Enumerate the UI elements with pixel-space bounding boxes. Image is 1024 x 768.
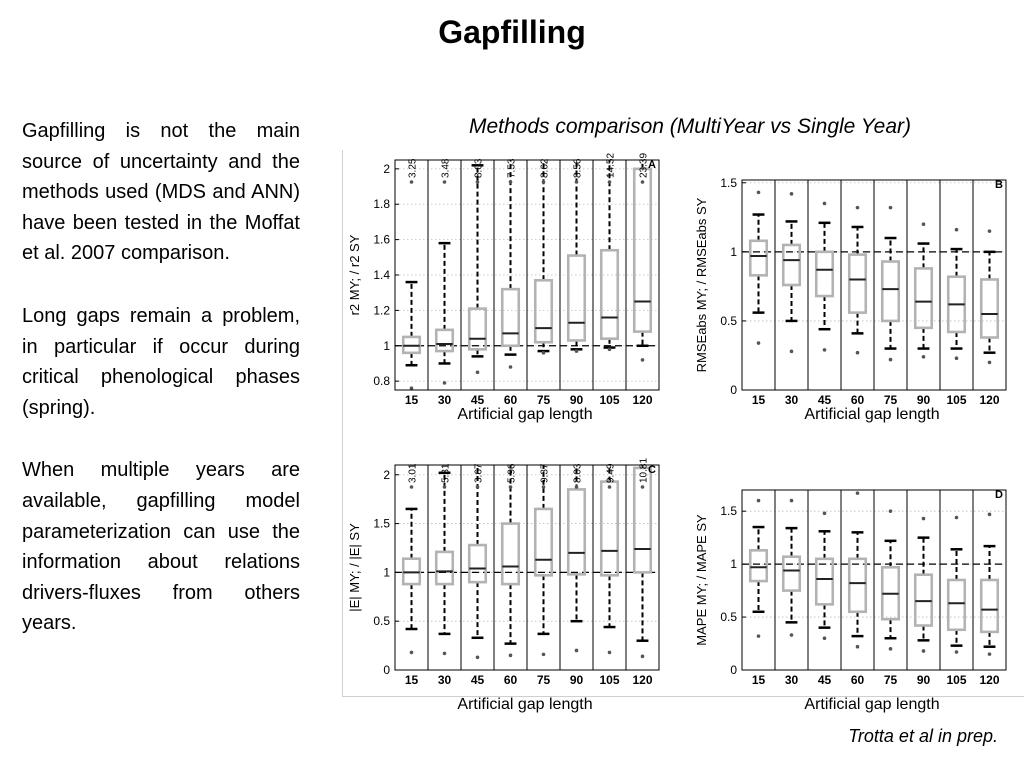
offscale-outlier-point bbox=[443, 485, 447, 489]
offscale-value-label: 7.53 bbox=[506, 158, 518, 178]
x-tick-label: 105 bbox=[946, 393, 967, 407]
outlier-point bbox=[823, 511, 827, 515]
x-tick-label: 105 bbox=[946, 673, 967, 687]
outlier-point bbox=[988, 513, 992, 517]
offscale-value-label: 9.37 bbox=[539, 463, 551, 483]
x-tick-label: 60 bbox=[850, 673, 865, 687]
boxplot-panel-a bbox=[347, 153, 659, 407]
offscale-value-label: 3.67 bbox=[473, 463, 485, 483]
outlier-point bbox=[988, 652, 992, 656]
x-tick-label: 45 bbox=[817, 393, 832, 407]
outlier-point bbox=[922, 517, 926, 521]
y-tick-label: 0.5 bbox=[373, 614, 390, 629]
x-tick-label: 120 bbox=[979, 673, 1000, 687]
offscale-outlier-point bbox=[410, 180, 414, 184]
x-tick-label: 60 bbox=[503, 673, 518, 687]
offscale-value-label: 8.56 bbox=[572, 158, 584, 178]
offscale-outlier-point bbox=[476, 180, 480, 184]
y-tick-label: 1.5 bbox=[373, 516, 390, 531]
offscale-outlier-point bbox=[509, 180, 513, 184]
x-tick-label: 75 bbox=[883, 393, 898, 407]
outlier-point bbox=[955, 356, 959, 360]
outlier-point bbox=[790, 633, 794, 637]
outlier-point bbox=[955, 228, 959, 232]
offscale-outlier-point bbox=[410, 485, 414, 489]
outlier-point bbox=[542, 653, 546, 657]
y-axis-label: MAPE MY; / MAPE SY bbox=[694, 514, 709, 646]
boxplot-panel-d bbox=[694, 489, 1006, 687]
y-tick-label: 0.5 bbox=[720, 610, 737, 625]
panel-letter: C bbox=[648, 464, 656, 476]
outlier-point bbox=[889, 647, 893, 651]
y-axis-label: |E| MY; / |E| SY bbox=[347, 523, 362, 612]
outlier-point bbox=[856, 491, 860, 495]
x-tick-label: 30 bbox=[437, 673, 452, 687]
paragraph-long-gaps: Long gaps remain a problem, in particular if occur during critical phenological phases (spring). bbox=[22, 304, 300, 419]
paragraph-multiple-years: When multiple years are available, gapfilling model parameterization can use the information about relations drivers-fluxes from others years. bbox=[22, 459, 300, 635]
x-tick-label: 75 bbox=[883, 673, 898, 687]
x-tick-label: 15 bbox=[751, 673, 766, 687]
y-tick-label: 1.5 bbox=[720, 504, 737, 519]
outlier-point bbox=[641, 358, 645, 362]
x-tick-label: 15 bbox=[404, 393, 419, 407]
outlier-point bbox=[856, 645, 860, 649]
y-tick-label: 0 bbox=[730, 383, 737, 397]
x-tick-label: 60 bbox=[503, 393, 518, 407]
x-tick-label: 90 bbox=[916, 673, 931, 687]
offscale-value-label: 8.62 bbox=[539, 158, 551, 178]
x-tick-label: 30 bbox=[784, 393, 799, 407]
x-axis-label-panel-b: Artificial gap length bbox=[804, 406, 940, 423]
offscale-value-label: 8.03 bbox=[473, 158, 485, 178]
x-tick-label: 60 bbox=[850, 393, 865, 407]
offscale-value-label: 8.03 bbox=[572, 463, 584, 483]
offscale-outlier-point bbox=[542, 180, 546, 184]
x-tick-label: 75 bbox=[536, 393, 551, 407]
y-tick-label: 1.5 bbox=[720, 175, 737, 190]
offscale-outlier-point bbox=[476, 485, 480, 489]
x-tick-label: 105 bbox=[599, 673, 620, 687]
y-tick-label: 1 bbox=[730, 244, 737, 259]
outlier-point bbox=[823, 348, 827, 352]
offscale-outlier-point bbox=[542, 485, 546, 489]
offscale-outlier-point bbox=[608, 485, 612, 489]
x-axis-label-panel-c: Artificial gap length bbox=[457, 696, 593, 713]
outlier-point bbox=[757, 341, 761, 345]
paragraph-gapfilling-uncertainty: Gapfilling is not the main source of uncertainty and the methods used (MDS and ANN) have been tested in the Moffat et al. 2007 comparison. bbox=[22, 120, 300, 265]
boxplot-panel-b bbox=[694, 176, 1006, 407]
offscale-value-label: 5.31 bbox=[440, 463, 452, 483]
offscale-value-label: 3.25 bbox=[407, 158, 419, 178]
outlier-point bbox=[955, 650, 959, 654]
y-tick-label: 1.6 bbox=[373, 232, 390, 247]
x-tick-label: 90 bbox=[569, 673, 584, 687]
outlier-point bbox=[476, 371, 480, 375]
x-tick-label: 120 bbox=[632, 673, 653, 687]
offscale-outlier-point bbox=[575, 485, 579, 489]
outlier-point bbox=[790, 350, 794, 354]
y-tick-label: 0 bbox=[383, 663, 390, 677]
offscale-outlier-point bbox=[443, 180, 447, 184]
offscale-outlier-point bbox=[641, 485, 645, 489]
outlier-point bbox=[757, 634, 761, 638]
outlier-point bbox=[955, 516, 959, 520]
offscale-outlier-point bbox=[608, 180, 612, 184]
panel-letter: D bbox=[995, 489, 1003, 501]
x-tick-label: 75 bbox=[536, 673, 551, 687]
y-tick-label: 1.2 bbox=[373, 303, 390, 318]
y-tick-label: 2 bbox=[383, 161, 390, 176]
outlier-point bbox=[823, 202, 827, 206]
outlier-point bbox=[509, 365, 513, 369]
outlier-point bbox=[608, 348, 612, 352]
outlier-point bbox=[641, 655, 645, 659]
offscale-outlier-point bbox=[575, 180, 579, 184]
x-tick-label: 30 bbox=[437, 393, 452, 407]
offscale-outlier-point bbox=[641, 180, 645, 184]
x-tick-label: 120 bbox=[632, 393, 653, 407]
y-tick-label: 1 bbox=[383, 338, 390, 353]
outlier-point bbox=[889, 206, 893, 210]
outlier-point bbox=[410, 386, 414, 390]
outlier-point bbox=[790, 499, 794, 503]
outlier-point bbox=[988, 361, 992, 365]
x-tick-label: 45 bbox=[470, 673, 485, 687]
outlier-point bbox=[476, 656, 480, 660]
x-tick-label: 15 bbox=[751, 393, 766, 407]
x-axis-label-panel-d: Artificial gap length bbox=[804, 696, 940, 713]
y-tick-label: 0 bbox=[730, 663, 737, 677]
y-tick-label: 0.5 bbox=[720, 313, 737, 328]
y-tick-label: 2 bbox=[383, 467, 390, 482]
outlier-point bbox=[575, 349, 579, 353]
panel-letter: B bbox=[995, 179, 1003, 191]
y-tick-label: 0.8 bbox=[373, 374, 390, 389]
figure-heading: Methods comparison (MultiYear vs Single Year) bbox=[469, 115, 911, 138]
outlier-point bbox=[856, 351, 860, 355]
boxplot-panel-c bbox=[347, 458, 659, 687]
y-tick-label: 1.8 bbox=[373, 197, 390, 212]
offscale-value-label: 9.49 bbox=[605, 463, 617, 483]
x-tick-label: 30 bbox=[784, 673, 799, 687]
outlier-point bbox=[790, 192, 794, 196]
citation: Trotta et al in prep. bbox=[848, 726, 998, 746]
offscale-value-label: 3.01 bbox=[407, 463, 419, 483]
x-axis-label-panel-a: Artificial gap length bbox=[457, 406, 593, 423]
slide-title: Gapfilling bbox=[438, 14, 586, 50]
offscale-value-label: 23.39 bbox=[638, 152, 650, 178]
y-tick-label: 1.4 bbox=[373, 268, 390, 282]
outlier-point bbox=[889, 358, 893, 362]
outlier-point bbox=[823, 636, 827, 640]
outlier-point bbox=[757, 191, 761, 195]
outlier-point bbox=[757, 499, 761, 503]
outlier-point bbox=[922, 649, 926, 653]
outlier-point bbox=[575, 649, 579, 653]
offscale-value-label: 5.96 bbox=[506, 463, 518, 483]
offscale-value-label: 10.81 bbox=[638, 457, 650, 483]
x-tick-label: 45 bbox=[470, 393, 485, 407]
outlier-point bbox=[856, 206, 860, 210]
outlier-point bbox=[443, 652, 447, 656]
offscale-value-label: 3.48 bbox=[440, 158, 452, 178]
x-tick-label: 45 bbox=[817, 673, 832, 687]
outlier-point bbox=[922, 355, 926, 359]
x-tick-label: 120 bbox=[979, 393, 1000, 407]
panel-letter: A bbox=[648, 159, 656, 171]
y-axis-label: RMSEabs MY; / RMSEabs SY bbox=[694, 197, 709, 373]
outlier-point bbox=[608, 651, 612, 655]
outlier-point bbox=[410, 651, 414, 655]
outlier-point bbox=[889, 509, 893, 513]
x-tick-label: 90 bbox=[916, 393, 931, 407]
offscale-value-label: 14.52 bbox=[605, 152, 617, 178]
outlier-point bbox=[542, 351, 546, 355]
box-60 bbox=[849, 206, 866, 355]
x-tick-label: 15 bbox=[404, 673, 419, 687]
x-tick-label: 90 bbox=[569, 393, 584, 407]
outlier-point bbox=[509, 654, 513, 658]
y-axis-label: r2 MY; / r2 SY bbox=[347, 234, 362, 316]
y-tick-label: 1 bbox=[383, 565, 390, 580]
outlier-point bbox=[922, 222, 926, 226]
y-tick-label: 1 bbox=[730, 557, 737, 572]
outlier-point bbox=[988, 229, 992, 233]
outlier-point bbox=[443, 381, 447, 385]
offscale-outlier-point bbox=[509, 485, 513, 489]
x-tick-label: 105 bbox=[599, 393, 620, 407]
